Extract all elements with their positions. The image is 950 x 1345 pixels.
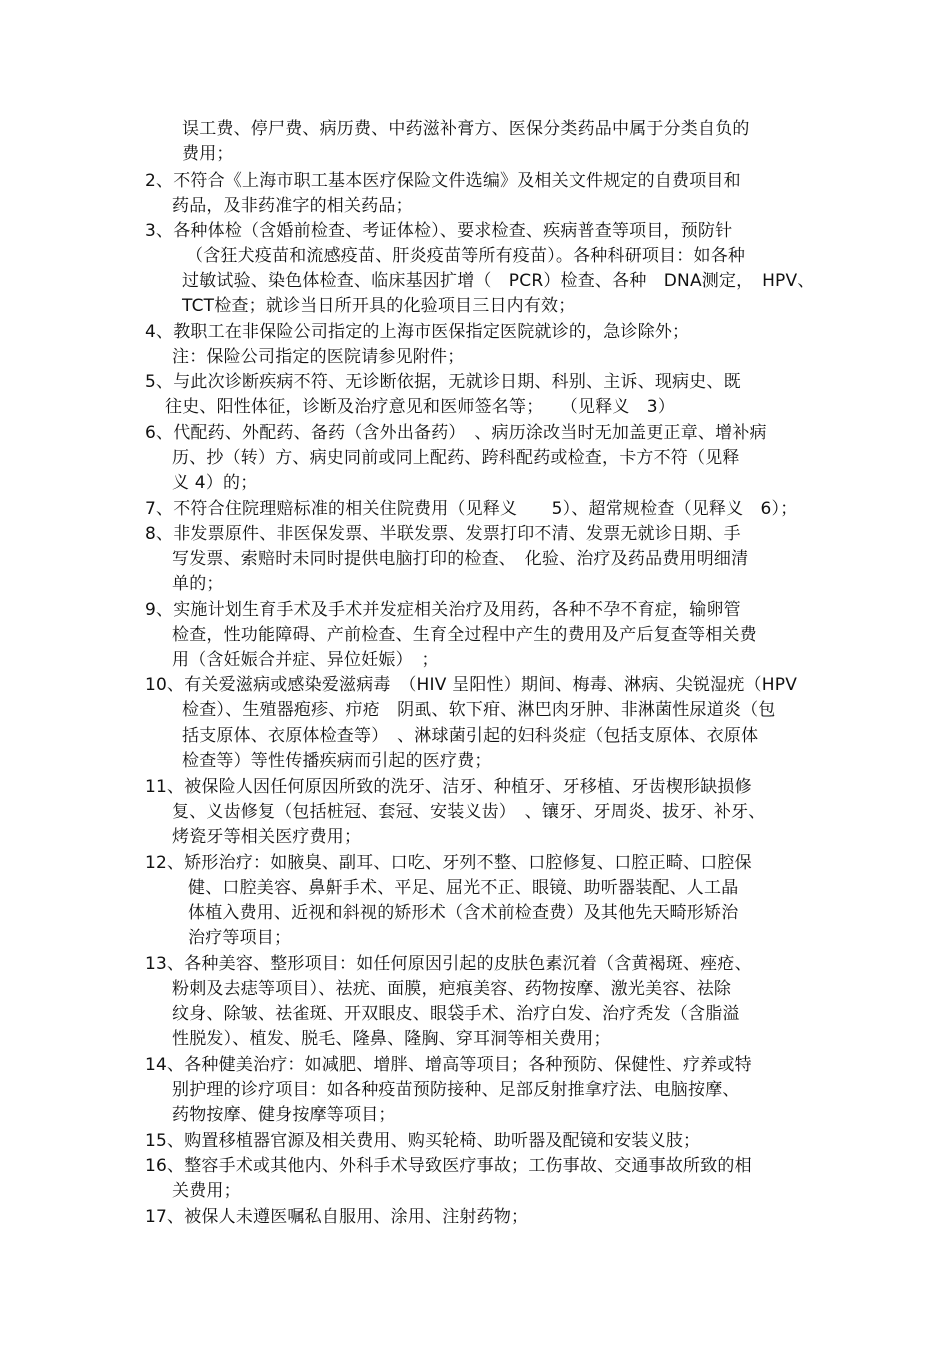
text-line: 烤瓷牙等相关医疗费用； [172,827,362,847]
text-line: 历、抄（转）方、病史同前或同上配药、跨科配药或检查，卡方不符（见释 [172,448,740,468]
text-line: 费用； [182,144,234,164]
text-line: 药物按摩、健身按摩等项目； [172,1105,396,1125]
text-line: 关费用； [172,1181,241,1201]
text-line: 粉刺及去痣等项目）、祛疣、面膜，疤痕美容、药物按摩、激光美容、祛除 [172,979,732,999]
text-line: 治疗等项目； [188,928,292,948]
text-line: 16、整容手术或其他内、外科手术导致医疗事故；工伤事故、交通事故所致的相 [145,1156,752,1176]
text-line: 检查，性功能障碍、产前检查、生育全过程中产生的费用及产后复查等相关费 [172,625,757,645]
text-line: 6、代配药、外配药、备药（含外出备药） 、病历涂改当时无加盖更正章、增补病 [145,423,767,443]
text-line: 过敏试验、染色体检查、临床基因扩增（ PCR）检查、各种 DNA测定， HPV、 [182,271,815,291]
text-line: 8、非发票原件、非医保发票、半联发票、发票打印不清、发票无就诊日期、手 [145,524,741,544]
text-line: 写发票、索赔时未同时提供电脑打印的检查、 化验、治疗及药品费用明细清 [172,549,749,569]
text-line: 14、各种健美治疗：如减肥、增胖、增高等项目；各种预防、保健性、疗养或特 [145,1055,752,1075]
text-line: 药品，及非药准字的相关药品； [172,196,413,216]
text-line: 健、口腔美容、鼻鼾手术、平足、屈光不正、眼镜、助听器装配、人工晶 [188,878,739,898]
text-line: 9、实施计划生育手术及手术并发症相关治疗及用药，各种不孕不育症，输卵管 [145,600,741,620]
text-line: 注：保险公司指定的医院请参见附件； [172,347,465,367]
text-line: 单的； [172,574,224,594]
text-line: 义 4）的； [172,473,258,493]
text-line: 体植入费用、近视和斜视的矫形术（含术前检查费）及其他先天畸形矫治 [188,903,739,923]
text-line: 检查等）等性传播疾病而引起的医疗费； [182,751,492,771]
text-line: 15、购置移植器官源及相关费用、购买轮椅、助听器及配镜和安装义肢； [145,1131,701,1151]
text-line: 5、与此次诊断疾病不符、无诊断依据，无就诊日期、科别、主诉、现病史、既 [145,372,741,392]
text-line: 13、各种美容、整形项目：如任何原因引起的皮肤色素沉着（含黄褐斑、痤疮、 [145,954,752,974]
text-line: 往史、阳性体征，诊断及治疗意见和医师签名等； （见释义 3） [165,397,676,417]
text-line: 复、义齿修复（包括桩冠、套冠、安装义齿） 、镶牙、牙周炎、拔牙、补牙、 [172,802,766,822]
text-line: 性脱发）、植发、脱毛、隆鼻、隆胸、穿耳洞等相关费用； [172,1029,611,1049]
text-line: 7、不符合住院理赔标准的相关住院费用（见释义 5）、超常规检查（见释义 6）； [145,499,798,519]
text-line: 用（含妊娠合并症、异位妊娠） ； [172,650,439,670]
text-line: 4、教职工在非保险公司指定的上海市医保指定医院就诊的，急诊除外； [145,322,690,342]
text-line: 纹身、除皱、祛雀斑、开双眼皮、眼袋手术、治疗白发、治疗秃发（含脂溢 [172,1004,740,1024]
text-line: 11、被保险人因任何原因所致的洗牙、洁牙、种植牙、牙移植、牙齿楔形缺损修 [145,777,752,797]
text-line: （含狂犬疫苗和流感疫苗、肝炎疫苗等所有疫苗）。各种科研项目：如各种 [186,246,746,266]
text-line: 17、被保人未遵医嘱私自服用、涂用、注射药物； [145,1207,529,1227]
text-line: 2、不符合《上海市职工基本医疗保险文件选编》及相关文件规定的自费项目和 [145,171,741,191]
text-line: 10、有关爱滋病或感染爱滋病毒 （HIV 呈阳性）期间、梅毒、淋病、尖锐湿疣（HPV [145,675,798,695]
text-line: 别护理的诊疗项目：如各种疫苗预防接种、足部反射推拿疗法、电脑按摩、 [172,1080,740,1100]
text-line: 括支原体、衣原体检查等） 、淋球菌引起的妇科炎症（包括支原体、衣原体 [182,726,759,746]
text-line: TCT检查；就诊当日所开具的化验项目三日内有效； [182,296,576,316]
text-line: 误工费、停尸费、病历费、中药滋补膏方、医保分类药品中属于分类自负的 [182,119,750,139]
text-line: 3、各种体检（含婚前检查、考证体检）、要求检查、疾病普查等项目，预防针 [145,221,733,241]
text-line: 检查）、生殖器疱疹、疖疮 阴虱、软下疳、淋巴肉牙肿、非淋菌性尿道炎（包 [182,700,776,720]
text-line: 12、矫形治疗：如腋臭、副耳、口吃、牙列不整、口腔修复、口腔正畸、口腔保 [145,853,752,873]
